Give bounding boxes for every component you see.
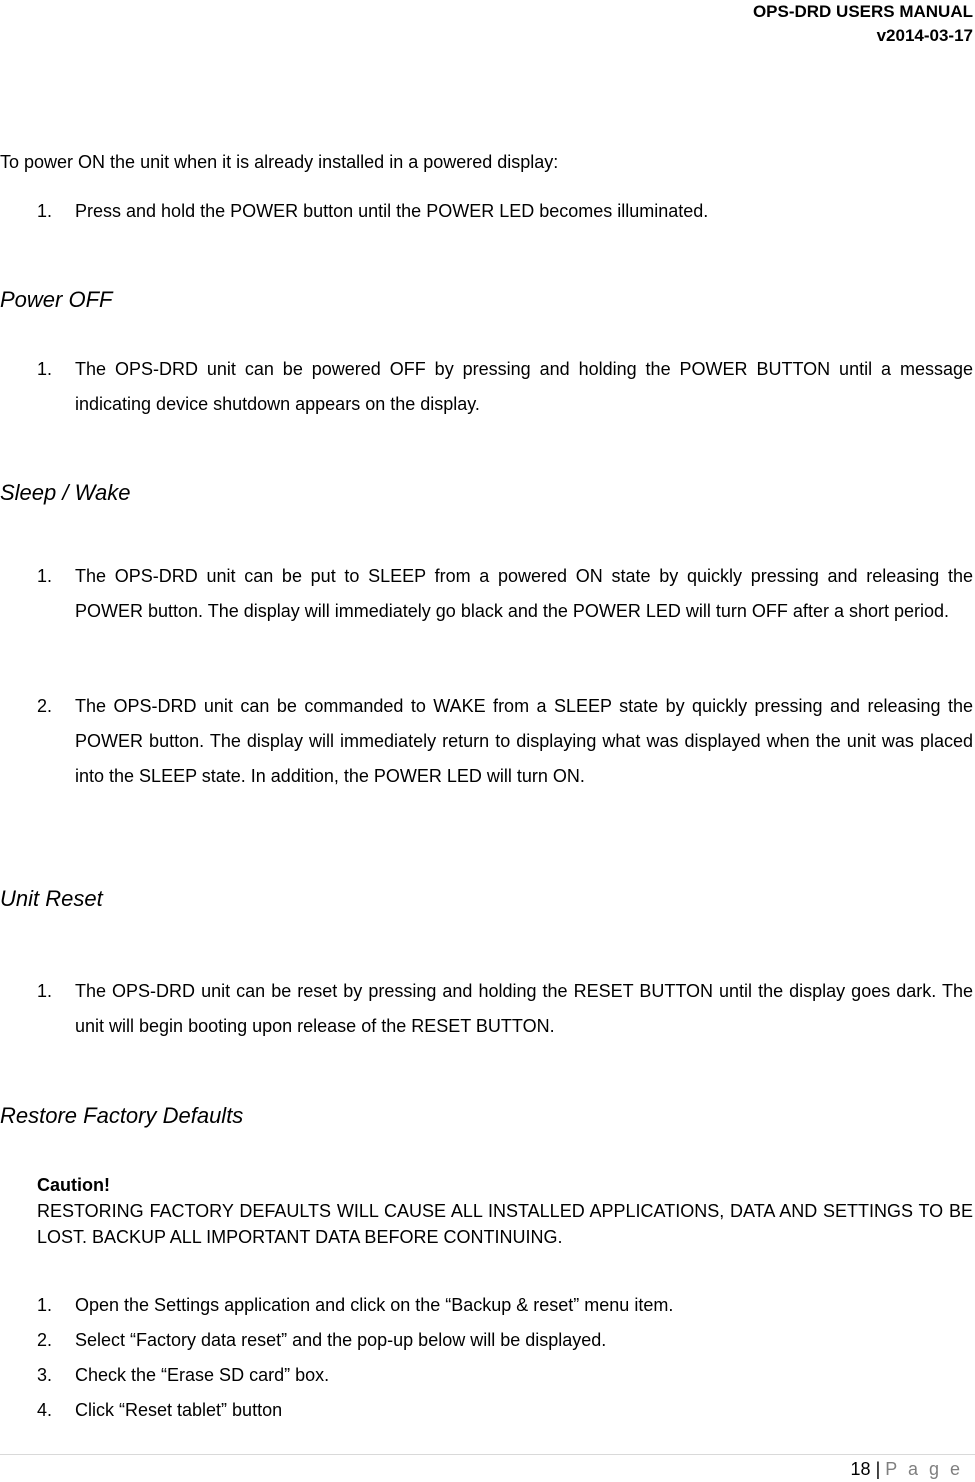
manual-title: OPS-DRD USERS MANUAL — [752, 2, 973, 21]
page-number: 18 — [850, 1459, 871, 1479]
section-heading-sleep-wake: Sleep / Wake — [0, 480, 131, 505]
footer-divider — [0, 1454, 975, 1455]
list-text: The OPS-DRD unit can be commanded to WAKE from a SLEEP state by quickly pressing and releasing the POWER button. The display will immediately return to displaying what was displayed when the unit was placed into the SLEEP state. In addition, the POWER LED will turn ON. — [75, 696, 973, 786]
list-item — [37, 352, 973, 422]
list-number: 2. — [37, 696, 53, 716]
list-number: 2. — [37, 1330, 53, 1350]
list-item — [37, 1323, 973, 1358]
list-number: 1. — [37, 201, 53, 221]
caution-text: RESTORING FACTORY DEFAULTS WILL CAUSE ALL INSTALLED APPLICATIONS, DATA AND SETTINGS TO BE LOST. BACKUP ALL IMPORTANT DATA BEFORE CONTINUING. — [37, 1201, 973, 1247]
page-footer — [851, 1459, 963, 1480]
list-text: Select “Factory data reset” and the pop-up below will be displayed. — [75, 1330, 607, 1350]
list-text: The OPS-DRD unit can be put to SLEEP from a powered ON state by quickly pressing and releasing the POWER button. The display will immediately go black and the POWER LED will turn OFF after a short period. — [75, 566, 973, 621]
section-heading-restore-defaults: Restore Factory Defaults — [0, 1103, 244, 1128]
section-heading-power-off: Power OFF — [0, 287, 113, 312]
list-item — [37, 689, 973, 794]
page-header — [753, 0, 973, 48]
list-item — [37, 194, 973, 229]
list-text: The OPS-DRD unit can be powered OFF by pressing and holding the POWER BUTTON until a message indicating device shutdown appears on the display. — [75, 359, 973, 414]
list-text: The OPS-DRD unit can be reset by pressing and holding the RESET BUTTON until the display goes dark. The unit will begin booting upon release of the RESET BUTTON. — [75, 981, 973, 1036]
list-number: 4. — [37, 1400, 53, 1420]
list-number: 1. — [37, 1295, 53, 1315]
list-number: 1. — [37, 359, 53, 379]
list-item — [37, 1393, 973, 1428]
list-number: 1. — [37, 981, 53, 1001]
footer-separator: | — [875, 1459, 881, 1479]
intro-text: To power ON the unit when it is already installed in a powered display: — [0, 152, 559, 172]
list-text: Press and hold the POWER button until the POWER LED becomes illuminated. — [75, 201, 709, 221]
list-number: 1. — [37, 566, 53, 586]
caution-title: Caution! — [37, 1175, 110, 1195]
list-item — [37, 1358, 973, 1393]
list-item — [37, 974, 973, 1044]
list-text: Check the “Erase SD card” box. — [75, 1365, 330, 1385]
section-heading-unit-reset: Unit Reset — [0, 886, 103, 911]
manual-version: v2014-03-17 — [876, 26, 973, 45]
list-text: Click “Reset tablet” button — [75, 1400, 283, 1420]
list-text: Open the Settings application and click on the “Backup & reset” menu item. — [75, 1295, 674, 1315]
list-number: 3. — [37, 1365, 53, 1385]
list-item — [37, 559, 973, 629]
page-label: P a g e — [885, 1459, 963, 1479]
caution-block — [37, 1172, 973, 1250]
list-item — [37, 1288, 973, 1323]
